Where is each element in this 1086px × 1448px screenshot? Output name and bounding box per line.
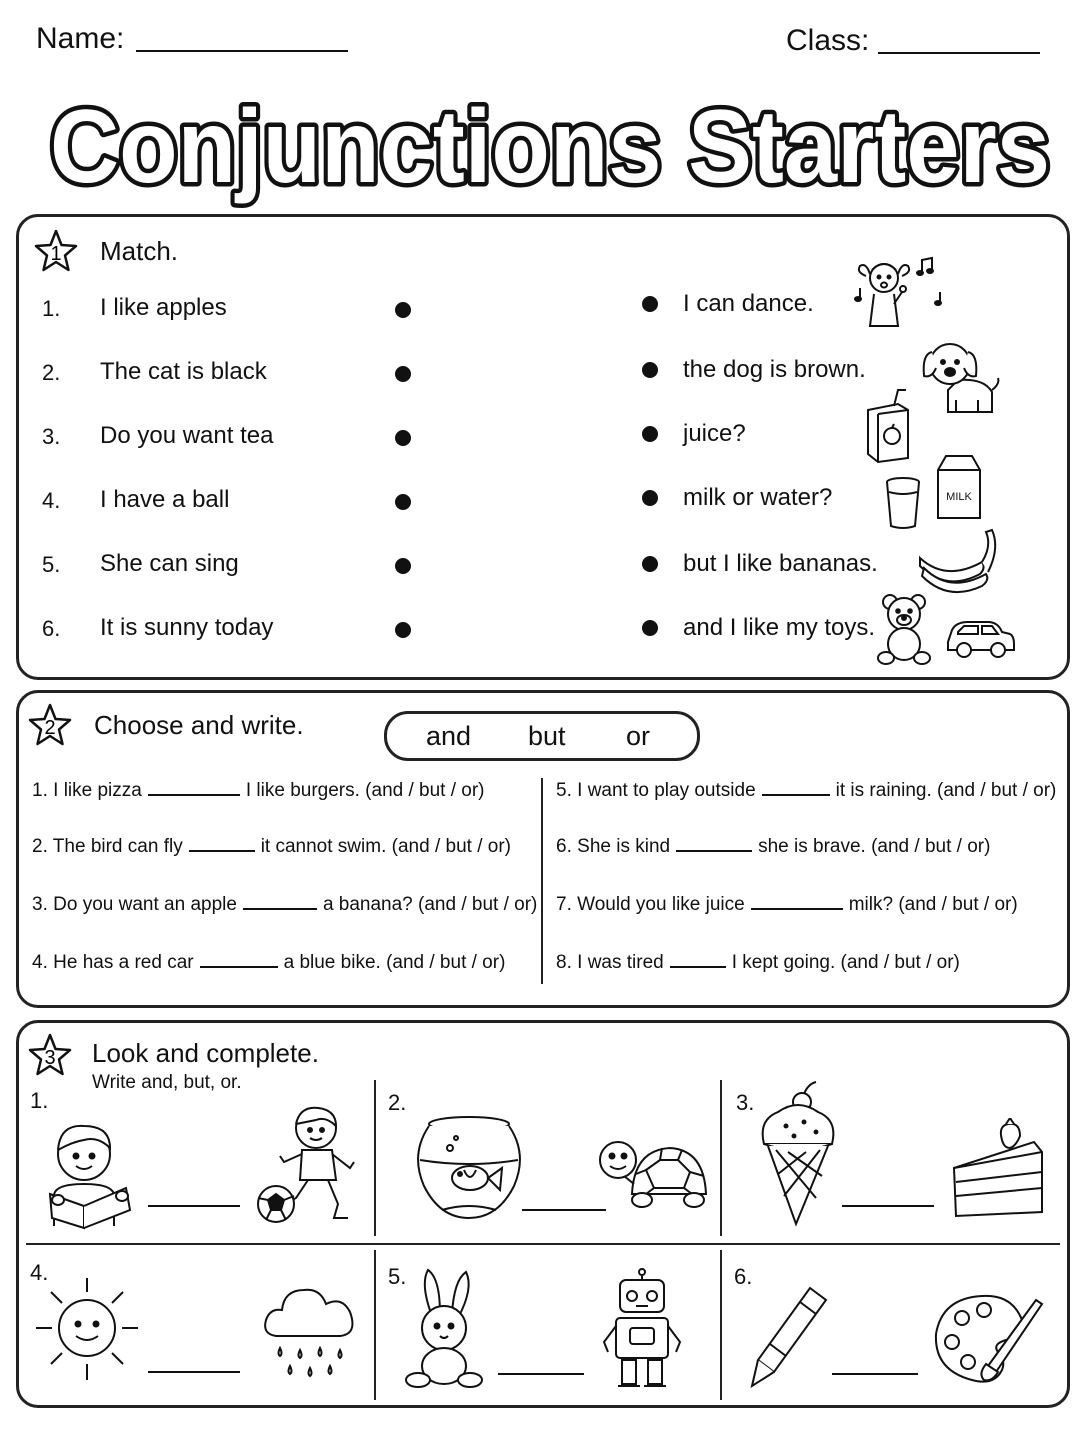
match-left-text: It is sunny today — [100, 614, 274, 641]
name-field[interactable] — [136, 50, 348, 52]
word-but: but — [528, 721, 566, 751]
sentence-start: He has a red car — [53, 952, 194, 973]
bunny-icon — [402, 1268, 484, 1390]
robot-icon — [600, 1268, 684, 1392]
sentence-start: Would you like juice — [577, 894, 745, 915]
item-number: 8. — [556, 952, 572, 973]
bananas-icon — [916, 528, 998, 596]
match-number: 1. — [42, 296, 61, 321]
boy-soccer-icon — [254, 1100, 366, 1228]
star-number-icon — [26, 1032, 74, 1080]
answer-line[interactable] — [842, 1205, 934, 1207]
item-number: 1. — [32, 780, 48, 801]
sentence-start: I like pizza — [53, 780, 142, 801]
sentence-start: Do you want an apple — [53, 894, 237, 915]
item-number: 7. — [556, 894, 572, 915]
grid-divider — [374, 1080, 376, 1236]
match-left-text: I have a ball — [100, 486, 230, 513]
match-right-dot[interactable] — [642, 296, 658, 312]
cell-number: 6. — [734, 1264, 753, 1289]
sentence-end: it is raining. (and / but / or) — [835, 780, 1057, 801]
svg-text:1: 1 — [50, 243, 62, 265]
match-right-text: and I like my toys. — [683, 614, 876, 641]
match-left-dot[interactable] — [395, 558, 411, 574]
crayon-icon — [750, 1286, 830, 1390]
answer-line[interactable] — [832, 1373, 918, 1375]
sentence-end: I kept going. (and / but / or) — [731, 952, 960, 973]
answer-line[interactable] — [148, 1205, 240, 1207]
match-right-text: but I like bananas. — [683, 550, 878, 577]
boy-reading-icon — [38, 1114, 134, 1230]
sentence-item — [32, 780, 485, 802]
star-number-icon — [32, 228, 80, 276]
dog-icon — [918, 334, 1002, 416]
sentence-end: milk? (and / but / or) — [848, 894, 1018, 915]
match-right-text: milk or water? — [683, 484, 833, 511]
match-left-dot[interactable] — [395, 302, 411, 318]
sentence-end: I like burgers. (and / but / or) — [245, 780, 485, 801]
match-left-text: The cat is black — [100, 358, 267, 385]
match-number: 6. — [42, 616, 61, 641]
sentence-end: it cannot swim. (and / but / or) — [260, 836, 511, 857]
sentence-item — [32, 836, 511, 858]
answer-blank[interactable] — [751, 907, 843, 910]
answer-blank[interactable] — [243, 907, 317, 910]
match-left-dot[interactable] — [395, 366, 411, 382]
match-right-text: the dog is brown. — [683, 356, 866, 383]
match-left-dot[interactable] — [395, 622, 411, 638]
teddy-car-icon — [872, 588, 1018, 668]
match-number: 2. — [42, 360, 61, 385]
sentence-start: I was tired — [577, 952, 664, 973]
class-label: Class: — [786, 24, 870, 57]
match-left-text: I like apples — [100, 294, 227, 321]
palette-icon — [932, 1290, 1046, 1386]
match-right-dot[interactable] — [642, 426, 658, 442]
match-left-dot[interactable] — [395, 430, 411, 446]
sentence-item — [556, 952, 960, 974]
answer-blank[interactable] — [189, 849, 255, 852]
match-right-dot[interactable] — [642, 490, 658, 506]
answer-blank[interactable] — [670, 965, 726, 968]
match-left-dot[interactable] — [395, 494, 411, 510]
answer-blank[interactable] — [200, 965, 278, 968]
section-title: Look and complete. — [92, 1038, 319, 1068]
answer-line[interactable] — [498, 1373, 584, 1375]
grid-divider — [26, 1243, 1060, 1245]
word-or: or — [626, 721, 651, 751]
sentence-end: she is brave. (and / but / or) — [758, 836, 991, 857]
item-number: 5. — [556, 780, 572, 801]
item-number: 4. — [32, 952, 48, 973]
sentence-end: a blue bike. (and / but / or) — [283, 952, 506, 973]
cell-number: 3. — [736, 1090, 755, 1115]
match-right-text: juice? — [683, 420, 746, 447]
match-number: 4. — [42, 488, 61, 513]
match-number: 5. — [42, 552, 61, 577]
grid-divider — [720, 1250, 722, 1400]
grid-divider — [374, 1250, 376, 1400]
page-title — [0, 86, 1086, 210]
answer-line[interactable] — [148, 1371, 240, 1373]
sentence-item — [556, 836, 990, 858]
svg-text:3: 3 — [44, 1047, 56, 1069]
class-field[interactable] — [878, 52, 1040, 54]
singing-girl-icon — [852, 252, 954, 330]
match-left-text: Do you want tea — [100, 422, 274, 449]
word-and: and — [426, 721, 472, 751]
sun-icon — [34, 1274, 140, 1384]
match-left-text: She can sing — [100, 550, 239, 577]
match-right-dot[interactable] — [642, 556, 658, 572]
sentence-end: a banana? (and / but / or) — [322, 894, 538, 915]
glass-icon — [884, 476, 922, 530]
svg-text:Conjunctions Starters: Conjunctions Starters — [50, 89, 1050, 205]
match-right-dot[interactable] — [642, 620, 658, 636]
sentence-item — [556, 780, 1056, 802]
cell-number: 4. — [30, 1260, 49, 1285]
svg-text:2: 2 — [44, 717, 56, 739]
sentence-start: The bird can fly — [52, 836, 183, 857]
cell-number: 5. — [388, 1264, 407, 1289]
fishbowl-icon — [412, 1114, 526, 1222]
sentence-item — [32, 894, 537, 916]
item-number: 3. — [32, 894, 48, 915]
sentence-start: She is kind — [577, 836, 671, 857]
section-title: Choose and write. — [94, 710, 304, 740]
star-number-icon — [26, 702, 74, 750]
juice-box-icon — [864, 388, 912, 464]
name-label: Name: — [36, 22, 125, 55]
match-number: 3. — [42, 424, 61, 449]
section-subtitle: Write and, but, or. — [92, 1072, 242, 1093]
item-number: 2. — [32, 836, 48, 857]
ice-cream-icon — [758, 1080, 838, 1228]
section-title: Match. — [100, 236, 179, 266]
match-right-text: I can dance. — [683, 290, 814, 317]
svg-text:MILK: MILK — [946, 491, 972, 503]
answer-blank[interactable] — [676, 849, 752, 852]
rain-cloud-icon — [262, 1276, 358, 1384]
sentence-item — [556, 894, 1018, 916]
turtle-icon — [594, 1130, 708, 1210]
item-number: 6. — [556, 836, 572, 857]
milk-carton-icon — [932, 452, 984, 522]
cake-icon — [950, 1118, 1046, 1220]
answer-blank[interactable] — [762, 793, 830, 796]
answer-blank[interactable] — [148, 793, 240, 796]
match-right-dot[interactable] — [642, 362, 658, 378]
column-divider — [541, 778, 543, 984]
cell-number: 2. — [388, 1090, 407, 1115]
cell-number: 1. — [30, 1088, 49, 1113]
sentence-start: I want to play outside — [577, 780, 756, 801]
grid-divider — [720, 1080, 722, 1236]
sentence-item — [32, 952, 505, 974]
